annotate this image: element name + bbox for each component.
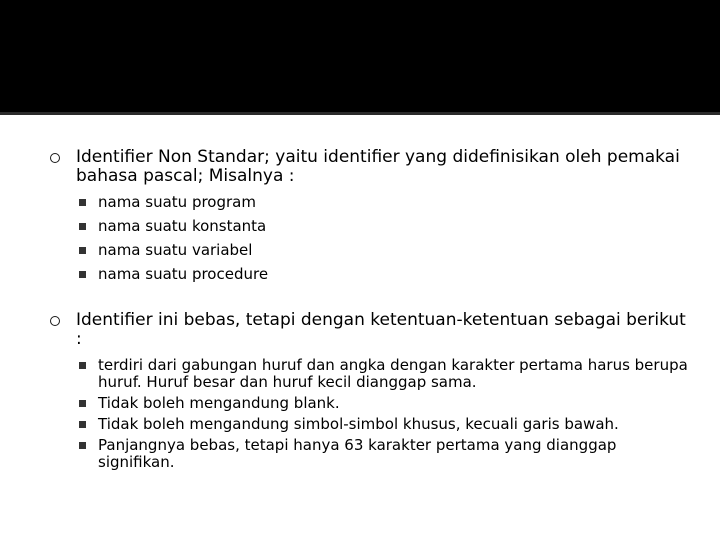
list-item [50, 357, 690, 391]
list-item-text: nama suatu variabel [98, 241, 253, 259]
list-item [50, 194, 690, 211]
sub-list [50, 357, 690, 471]
bullet-point-text: Identifier ini bebas, tetapi dengan ketentuan-ketentuan sebagai berikut : [76, 310, 686, 349]
list-item [50, 395, 690, 412]
list-item-text: terdiri dari gabungan huruf dan angka dengan karakter pertama harus berupa huruf. Huruf besar dan huruf kecil dianggap sama. [98, 356, 688, 391]
filled-square-icon [79, 247, 86, 254]
list-item-text: Tidak boleh mengandung simbol-simbol khusus, kecuali garis bawah. [98, 415, 619, 433]
list-item [50, 416, 690, 433]
filled-square-icon [79, 362, 86, 369]
list-item [50, 218, 690, 235]
filled-square-icon [79, 271, 86, 278]
list-item [50, 242, 690, 259]
hollow-circle-icon [50, 153, 60, 163]
bullet-point-text: Identifier Non Standar; yaitu identifier yang didefinisikan oleh pemakai bahasa pascal; Misalnya : [76, 147, 680, 186]
list-item-text: nama suatu program [98, 193, 256, 211]
hollow-circle-icon [50, 316, 60, 326]
bullet-point-1 [50, 148, 690, 290]
filled-square-icon [79, 199, 86, 206]
filled-square-icon [79, 223, 86, 230]
filled-square-icon [79, 421, 86, 428]
sub-list [50, 194, 690, 283]
title-band [0, 0, 720, 112]
content-panel [0, 112, 720, 540]
list-item-text: nama suatu procedure [98, 265, 269, 283]
filled-square-icon [79, 442, 86, 449]
list-item [50, 437, 690, 471]
filled-square-icon [79, 400, 86, 407]
list-item-text: nama suatu konstanta [98, 217, 267, 235]
list-item-text: Panjangnya bebas, tetapi hanya 63 karakter pertama yang dianggap signifikan. [98, 436, 617, 471]
list-item [50, 266, 690, 283]
bullet-point-2 [50, 311, 690, 475]
list-item-text: Tidak boleh mengandung blank. [98, 394, 340, 412]
